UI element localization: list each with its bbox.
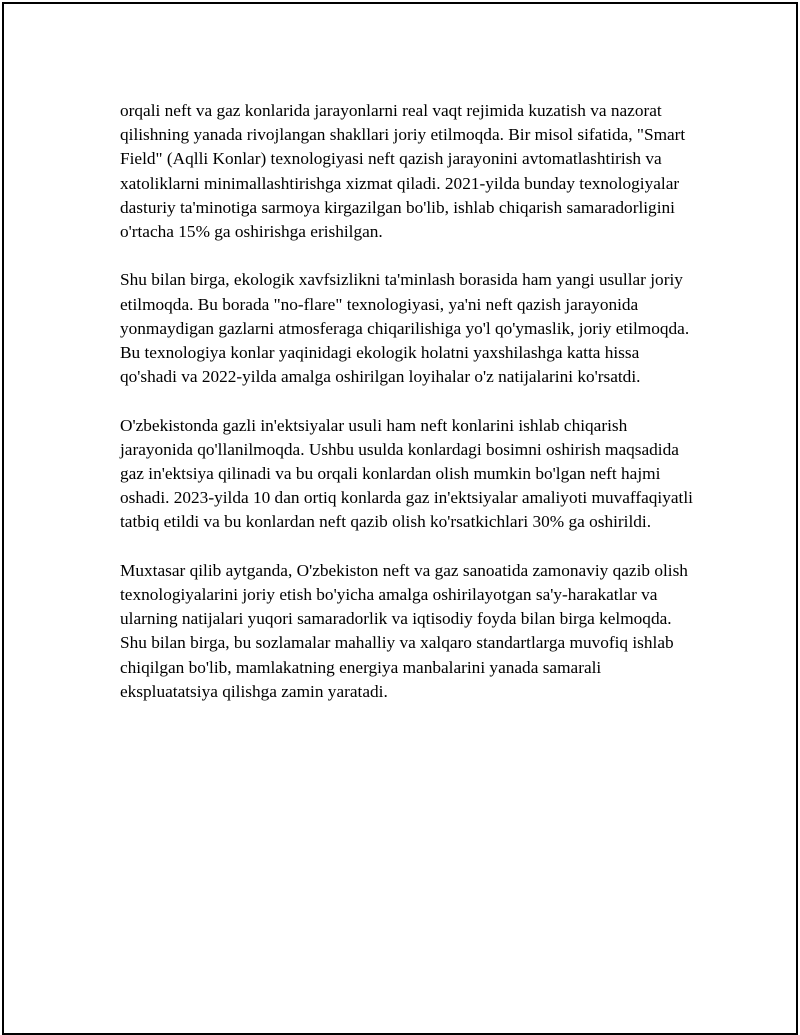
paragraph: Muxtasar qilib aytganda, O'zbekiston neft va gaz sanoatida zamonaviy qazib olish texnologiyalarini joriy etish bo'yicha amalga oshirilayotgan sa'y-harakatlar va ularning natijalari yuqori samaradorlik va iqtisodiy foyda bilan birga kelmoqda. Shu bilan birga, bu sozlamalar mahalliy va xalqaro standartlarga muvofiq ishlab chiqilgan bo'lib, mamlakatning energiya manbalarini yanada samarali ekspluatatsiya qilishga zamin yaratadi. [120,560,688,701]
document-page [2,2,798,1035]
paragraph: orqali neft va gaz konlarida jarayonlarni real vaqt rejimida kuzatish va nazorat qilishning yanada rivojlangan shakllari joriy etilmoqda. Bir misol sifatida, "Smart Field" (Aqlli Konlar) texnologiyasi neft qazish jarayonini avtomatlashtirish va xatoliklarni minimallashtirishga xizmat qiladi. 2021-yilda bunday texnologiyalar dasturiy ta'minotiga sarmoya kirgazilgan bo'lib, ishlab chiqarish samaradorligini o'rtacha 15% ga oshirishga erishilgan. [120,101,686,242]
document-body [120,99,700,728]
paragraph: Shu bilan birga, ekologik xavfsizlikni ta'minlash borasida ham yangi usullar joriy etilmoqda. Bu borada "no-flare" texnologiyasi, ya'ni neft qazish jarayonida yonmaydigan gazlarni atmosferaga chiqarilishiga yo'l qo'ymaslik, joriy etilmoqda. Bu texnologiya konlar yaqinidagi ekologik holatni yaxshilashga katta hissa qo'shadi va 2022-yilda amalga oshirilgan loyihalar o'z natijalarini ko'rsatdi. [120,270,690,387]
paragraph: O'zbekistonda gazli in'ektsiyalar usuli ham neft konlarini ishlab chiqarish jarayonida qo'llanilmoqda. Ushbu usulda konlardagi bosimni oshirish maqsadida gaz in'ektsiya qilinadi va bu orqali konlardan olish mumkin bo'lgan neft hajmi oshadi. 2023-yilda 10 dan ortiq konlarda gaz in'ektsiyalar amaliyoti muvaffaqiyatli tatbiq etildi va bu konlardan neft qazib olish ko'rsatkichlari 30% ga oshirildi. [120,415,693,532]
